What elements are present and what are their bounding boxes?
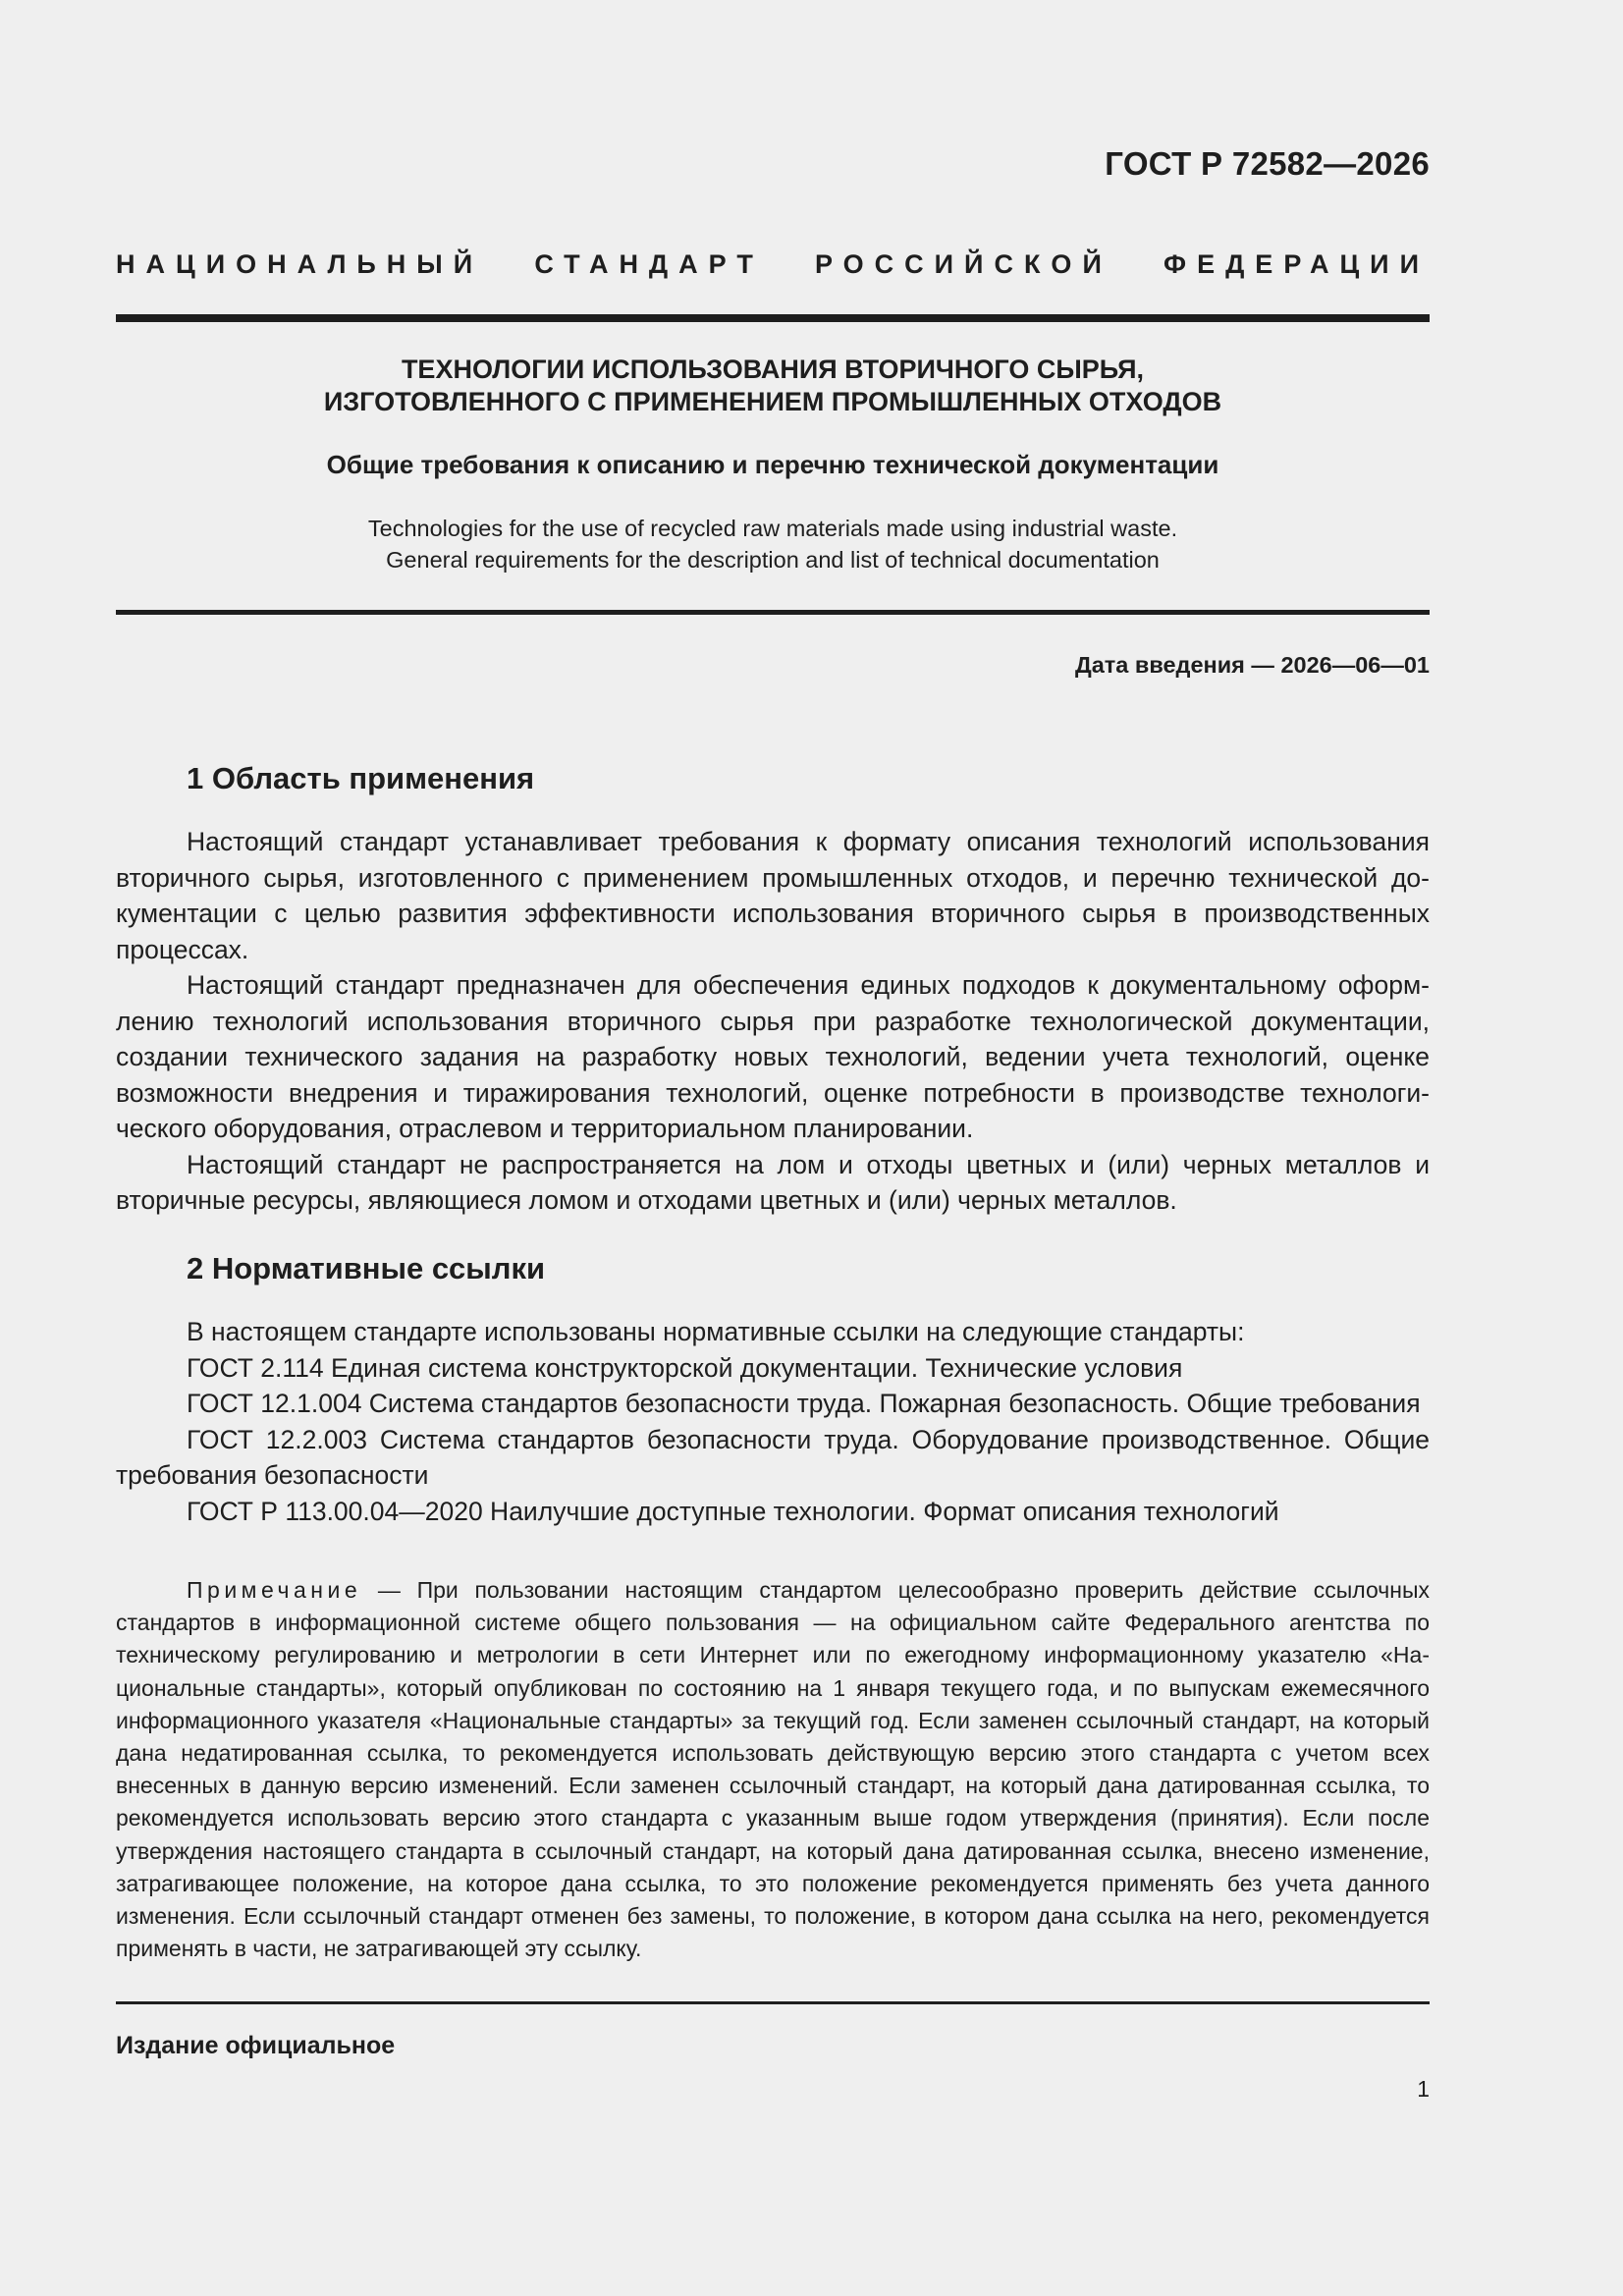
- reference-item: ГОСТ 2.114 Единая система конструкторской документации. Технические условия: [187, 1352, 1183, 1383]
- introduction-date: Дата введения — 2026—06—01: [1074, 652, 1430, 678]
- title-line-2: ИЗГОТОВЛЕННОГО С ПРИМЕНЕНИЕМ ПРОМЫШЛЕННЫХ ОТХОДОВ: [323, 387, 1222, 416]
- reference-item: ГОСТ 12.2.003 Система стандартов безопасности труда. Оборудование производственное. Общие требования безопасности: [116, 1424, 1430, 1490]
- section-1-paragraph: Настоящий стандарт предназначен для обеспечения единых подходов к документальному оформлению технологий использования вторичного сырья при разработке технологической документации, создании технического задания на разработку новых технологий, ведении учета технологий, оценке возможности внедрения и тиражирования технологий, оценке потребности в производстве технологического оборудования, отраслевом и территориальном планировании.: [116, 970, 1430, 1143]
- section-1-paragraph: Настоящий стандарт устанавливает требования к формату описания технологий использования вторичного сырья, изготовленного с применением промышленных отходов, и перечню технической документации с целью развития эффективности использования вторичного сырья в производственных процессах.: [116, 827, 1430, 964]
- section-1-paragraph: Настоящий стандарт не распространяется на лом и отходы цветных и (или) черных металлов и вторичные ресурсы, являющиеся ломом и отходами цветных и (или) черных металлов.: [116, 1149, 1430, 1215]
- english-title-line-1: Technologies for the use of recycled raw materials made using industrial waste.: [367, 516, 1178, 541]
- section-1-body: [116, 824, 1430, 1219]
- document-code: ГОСТ Р 72582—2026: [1105, 145, 1430, 182]
- section-2-heading: 2 Нормативные ссылки: [187, 1251, 546, 1285]
- section-1-heading: 1 Область применения: [187, 761, 535, 795]
- reference-item: ГОСТ Р 113.00.04—2020 Наилучшие доступные технологии. Формат описания технологий: [187, 1496, 1279, 1526]
- top-divider: [116, 314, 1430, 322]
- document-title: [116, 354, 1430, 418]
- document-subtitle: Общие требования к описанию и перечню технической документации: [326, 450, 1219, 479]
- title-divider: [116, 610, 1430, 615]
- english-title-line-2: General requirements for the description and list of technical documentation: [386, 547, 1160, 573]
- footer-divider: [116, 2001, 1430, 2004]
- section-2-paragraph: В настоящем стандарте использованы нормативные ссылки на следующие стандарты:: [187, 1317, 1245, 1346]
- reference-item: ГОСТ 12.1.004 Система стандартов безопасности труда. Пожарная безопасность. Общие требования: [187, 1389, 1421, 1418]
- note-label: Примечание: [187, 1577, 362, 1603]
- national-standard-banner: НАЦИОНАЛЬНЫЙ СТАНДАРТ РОССИЙСКОЙ ФЕДЕРАЦИИ: [116, 249, 1430, 279]
- page-number: 1: [1417, 2076, 1430, 2102]
- english-title: [116, 513, 1430, 575]
- note-text: — При пользовании настоящим стандартом целесообразно проверить действие ссылочных стандартов в информационной системе общего пользования — на официальном сайте Федерального агентства по техническому регулированию и метрологии в сети Интернет или по ежегодному информационному указателю «Национальные стандарты», который опубликован по состоянию на 1 января текущего года, и по выпускам ежемесячного информационного указателя «Национальные стандарты» за текущий год. Если заменен ссылочный стандарт, на который дана недатированная ссылка, то рекомендуется использовать действующую версию этого стандарта с учетом всех внесенных в данную версию изменений. Если заменен ссылочный стандарт, на который дана датированная ссылка, то рекомендуется использовать версию этого стандарта с указанным выше годом утверждения (принятия). Если после утверждения настоящего стандарта в ссылочный стандарт, на который дана датированная ссылка, внесено изменение, затрагивающее положение, на которое дана ссылка, то это положение рекомендуется применять без учета данного изменения. Если ссылочный стандарт отменен без замены, то положение, в котором дана ссылка на него, рекомендуется применять в части, не затрагивающей эту ссылку.: [116, 1577, 1430, 1962]
- note-paragraph: [116, 1574, 1430, 1965]
- section-2-body: [116, 1314, 1430, 1529]
- title-line-1: ТЕХНОЛОГИИ ИСПОЛЬЗОВАНИЯ ВТОРИЧНОГО СЫРЬЯ,: [401, 355, 1145, 384]
- official-edition-label: Издание официальное: [116, 2032, 396, 2059]
